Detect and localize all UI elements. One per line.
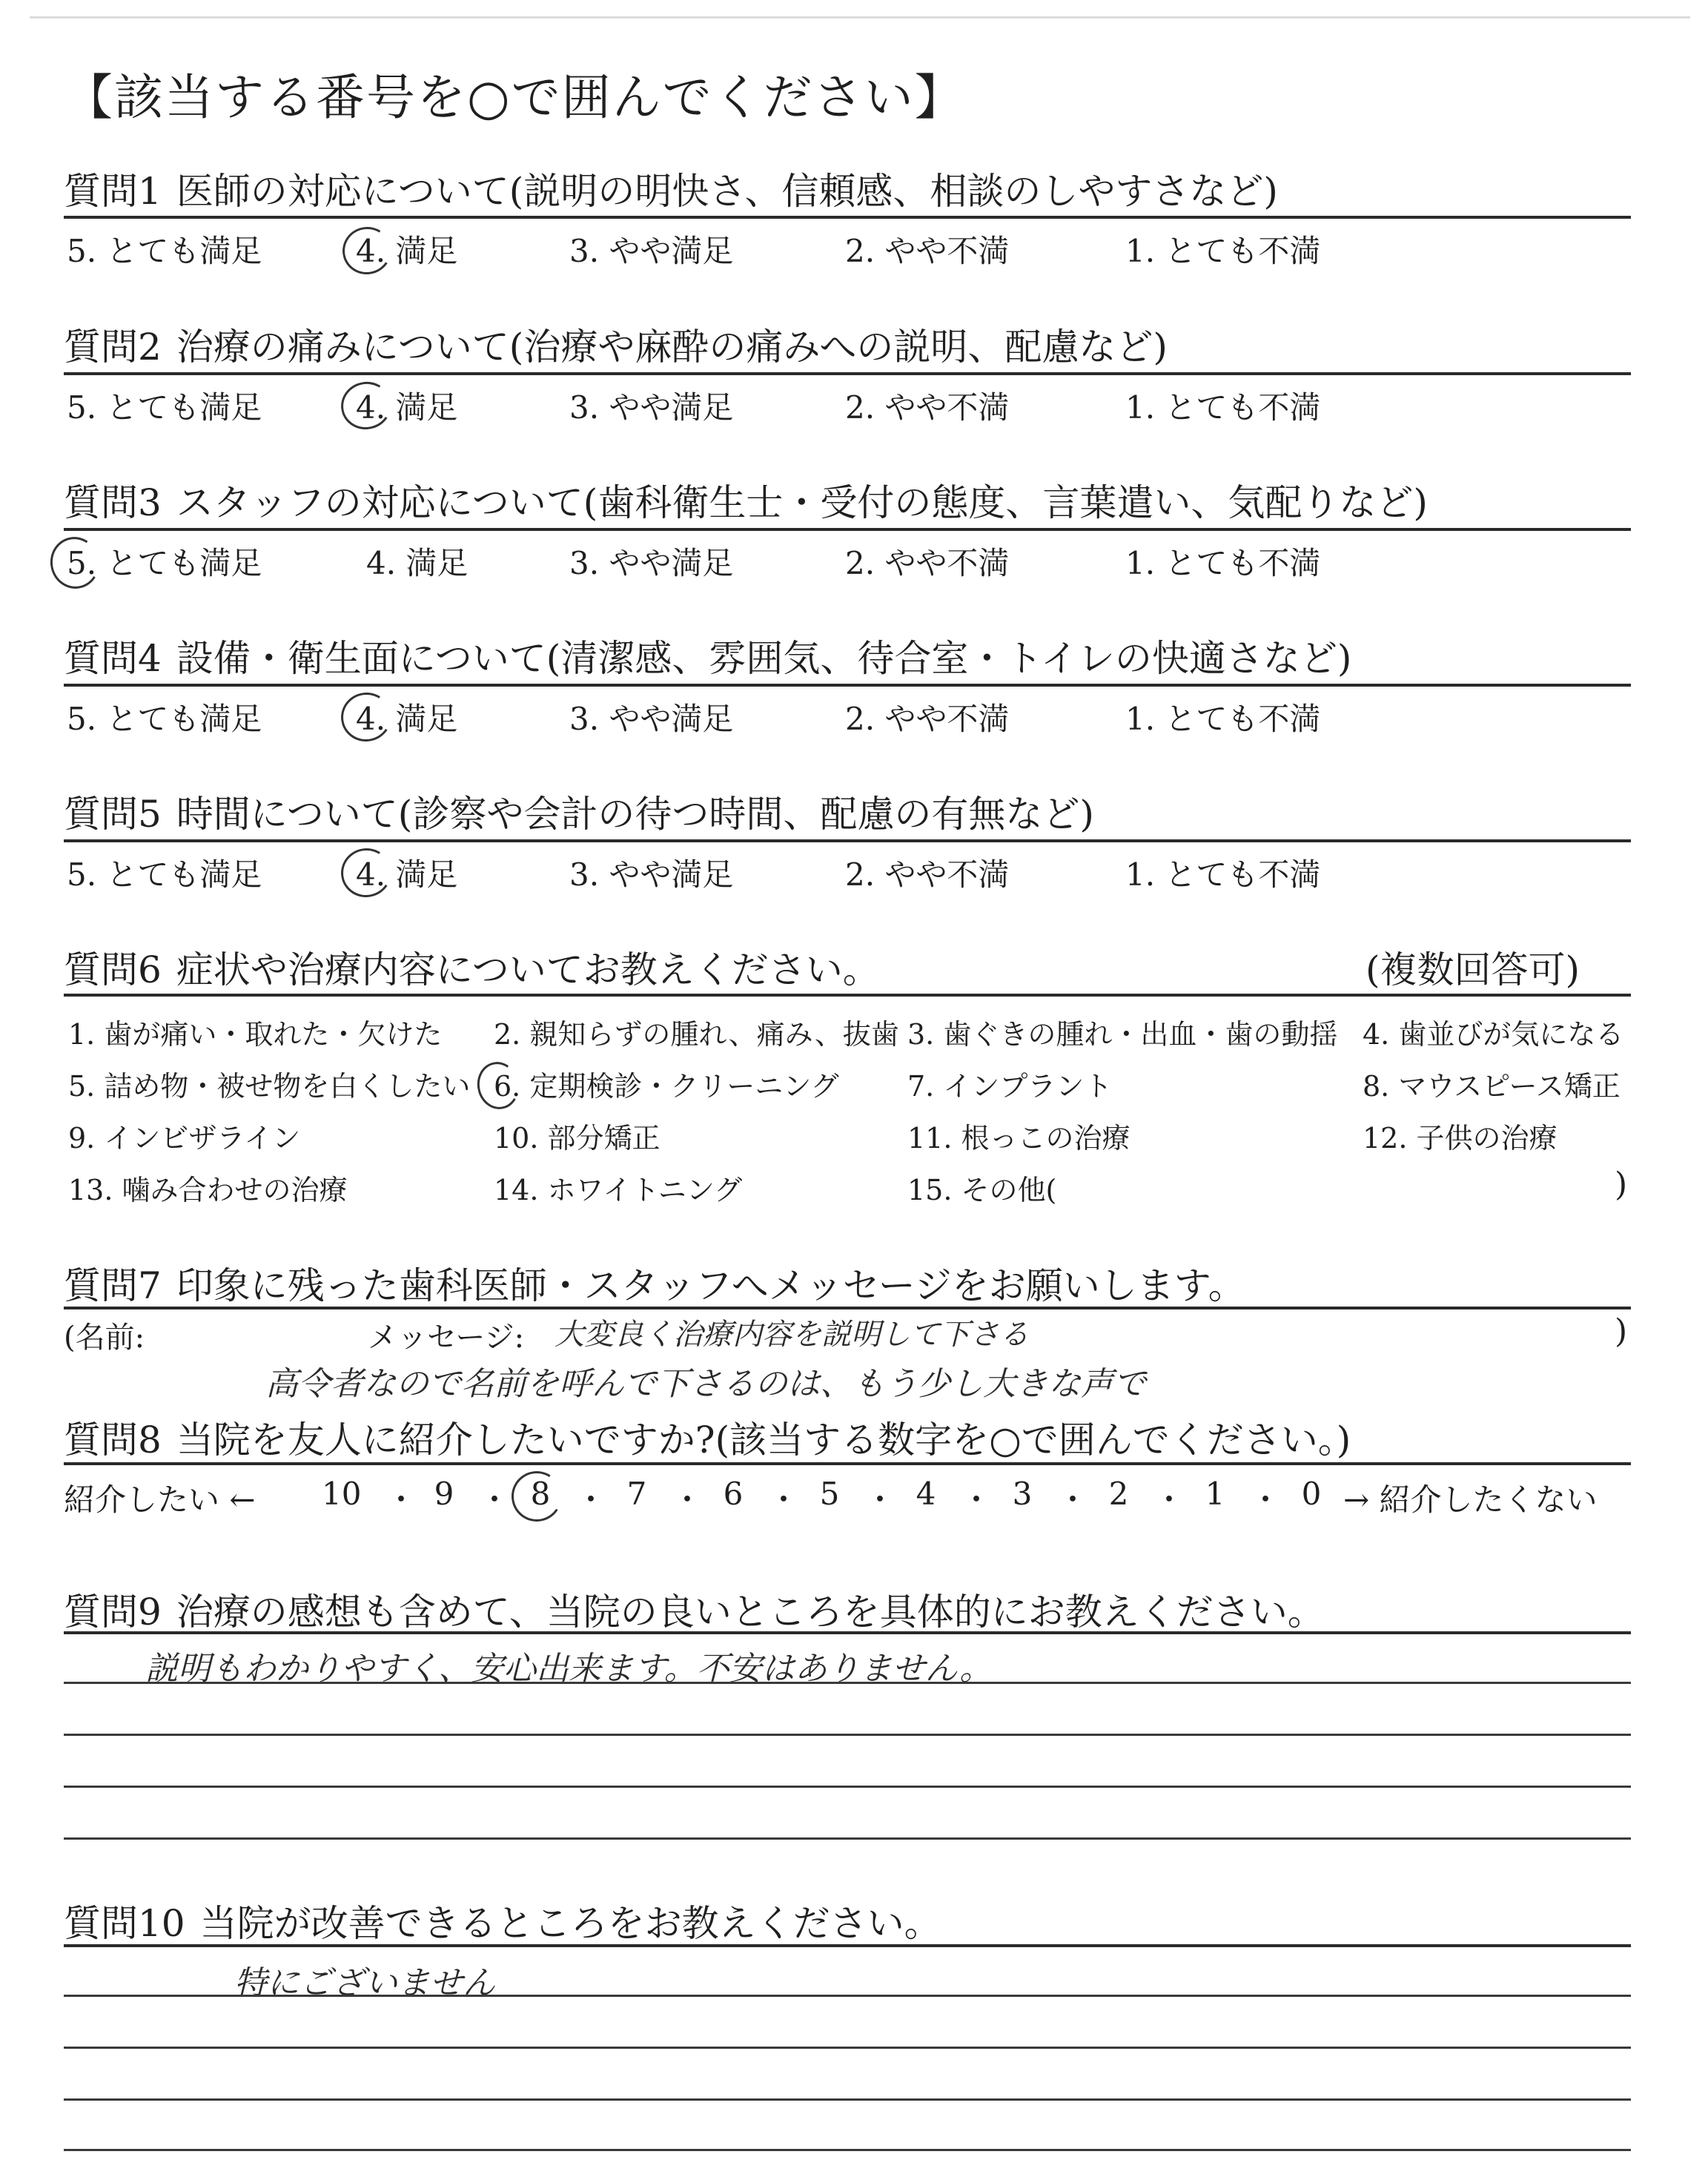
q8-scale-4[interactable]: 4 xyxy=(916,1476,936,1512)
q9-writing-line xyxy=(64,1734,1631,1736)
question-4-rule xyxy=(64,684,1631,687)
q5-option-5[interactable]: 5. とても満足 xyxy=(67,856,262,893)
question-number: 質問3 xyxy=(64,481,162,524)
question-9-rule xyxy=(64,1631,1631,1634)
question-10-rule xyxy=(64,1944,1631,1947)
q9-answer-handwritten: 説明もわかりやすく、安心出来ます。不安はありません。 xyxy=(145,1650,993,1688)
question-2-title xyxy=(64,317,1168,371)
page-top-edge xyxy=(30,16,1690,19)
question-7-title xyxy=(64,1256,1245,1309)
q8-scale-3[interactable]: 3 xyxy=(1012,1476,1033,1512)
q10-answer-handwritten: 特にございません xyxy=(234,1964,495,2002)
question-1-rule xyxy=(64,216,1631,219)
q6-option-15[interactable]: 15. その他( xyxy=(907,1174,1057,1206)
question-6-rule xyxy=(64,994,1631,997)
q6-option-3[interactable]: 3. 歯ぐきの腫れ・出血・歯の動揺 xyxy=(907,1018,1338,1051)
q8-scale-separator: ・ xyxy=(1057,1482,1089,1518)
q8-scale-separator: ・ xyxy=(672,1482,704,1518)
q3-option-2[interactable]: 2. やや不満 xyxy=(845,545,1010,581)
q8-scale-8[interactable]: 8 xyxy=(530,1476,551,1512)
q8-scale-1[interactable]: 1 xyxy=(1205,1476,1225,1512)
q6-option-7[interactable]: 7. インプラント xyxy=(907,1070,1113,1103)
form-heading: 【該当する番号を○で囲んでください】 xyxy=(64,69,965,126)
q7-close-paren: ) xyxy=(1615,1312,1628,1350)
question-5-rule xyxy=(64,839,1631,842)
q1-option-1[interactable]: 1. とても不満 xyxy=(1125,233,1321,269)
q6-option-11[interactable]: 11. 根っこの治療 xyxy=(907,1122,1131,1155)
q4-option-5[interactable]: 5. とても満足 xyxy=(67,701,262,737)
question-5-title xyxy=(64,785,1094,838)
q3-option-5[interactable]: 5. とても満足 xyxy=(67,545,262,581)
q8-scale-separator: ・ xyxy=(575,1482,607,1518)
q6-other-close: ) xyxy=(1615,1166,1628,1203)
q5-option-2[interactable]: 2. やや不満 xyxy=(845,856,1010,893)
q8-scale-separator: ・ xyxy=(961,1482,993,1518)
q7-name-label: (名前: xyxy=(64,1321,145,1355)
q8-left-label: 紹介したい ← xyxy=(64,1482,256,1518)
question-9-title xyxy=(64,1582,1325,1636)
q8-scale-0[interactable]: 0 xyxy=(1301,1476,1322,1512)
question-number: 質問10 xyxy=(64,1902,185,1945)
question-text: 印象に残った歯科医師・スタッフへメッセージをお願いします。 xyxy=(176,1264,1245,1307)
q7-message-handwritten-2: 高令者なので名前を呼んで下さるのは、もう少し大きな声で xyxy=(265,1365,1146,1403)
q8-scale-6[interactable]: 6 xyxy=(723,1476,744,1512)
q8-scale-separator: ・ xyxy=(864,1482,896,1518)
q2-option-3[interactable]: 3. やや満足 xyxy=(569,389,734,426)
q6-option-1[interactable]: 1. 歯が痛い・取れた・欠けた xyxy=(68,1018,443,1051)
question-3-rule xyxy=(64,528,1631,531)
q2-option-4[interactable]: 4. 満足 xyxy=(356,389,458,426)
q6-option-10[interactable]: 10. 部分矯正 xyxy=(494,1122,661,1155)
q3-option-3[interactable]: 3. やや満足 xyxy=(569,545,734,581)
q5-option-3[interactable]: 3. やや満足 xyxy=(569,856,734,893)
q6-option-2[interactable]: 2. 親知らずの腫れ、痛み、抜歯 xyxy=(494,1018,899,1051)
question-number: 質問1 xyxy=(64,170,162,213)
question-3-title xyxy=(64,473,1428,526)
q9-writing-line xyxy=(64,1837,1631,1840)
q1-option-3[interactable]: 3. やや満足 xyxy=(569,233,734,269)
q8-scale-separator: ・ xyxy=(385,1482,417,1518)
q8-scale-separator: ・ xyxy=(1153,1482,1185,1518)
question-number: 質問7 xyxy=(64,1264,162,1307)
q5-option-4[interactable]: 4. 満足 xyxy=(356,856,458,893)
q8-scale-5[interactable]: 5 xyxy=(819,1476,840,1512)
q7-message-handwritten-1: 大変良く治療内容を説明して下さる xyxy=(555,1318,1029,1352)
q1-option-5[interactable]: 5. とても満足 xyxy=(67,233,262,269)
question-6-title xyxy=(64,940,880,994)
question-text: スタッフの対応について(歯科衛生士・受付の態度、言葉遣い、気配りなど) xyxy=(176,481,1428,524)
q4-option-1[interactable]: 1. とても不満 xyxy=(1125,701,1321,737)
question-text: 症状や治療内容についてお教えください。 xyxy=(176,948,880,991)
q6-option-8[interactable]: 8. マウスピース矯正 xyxy=(1363,1070,1621,1103)
q8-scale-separator: ・ xyxy=(768,1482,800,1518)
q9-writing-line xyxy=(64,1786,1631,1788)
q10-writing-line xyxy=(64,2149,1631,2151)
question-number: 質問9 xyxy=(64,1591,162,1634)
question-10-title xyxy=(64,1894,941,1947)
q8-scale-separator: ・ xyxy=(1250,1482,1282,1518)
question-text: 治療の痛みについて(治療や麻酔の痛みへの説明、配慮など) xyxy=(176,326,1168,369)
question-text: 当院を友人に紹介したいですか?(該当する数字を○で囲んでください。) xyxy=(176,1418,1351,1462)
q4-option-4[interactable]: 4. 満足 xyxy=(356,701,458,737)
question-number: 質問4 xyxy=(64,637,162,680)
q5-option-1[interactable]: 1. とても不満 xyxy=(1125,856,1321,893)
q4-option-3[interactable]: 3. やや満足 xyxy=(569,701,734,737)
q3-option-4[interactable]: 4. 満足 xyxy=(366,545,469,581)
q1-option-2[interactable]: 2. やや不満 xyxy=(845,233,1010,269)
question-2-rule xyxy=(64,372,1631,375)
question-8-rule xyxy=(64,1462,1631,1465)
q8-scale-2[interactable]: 2 xyxy=(1108,1476,1129,1512)
question-number: 質問2 xyxy=(64,326,162,369)
q10-writing-line xyxy=(64,2098,1631,2101)
q7-message-label: メッセージ: xyxy=(368,1321,525,1355)
q8-scale-separator: ・ xyxy=(479,1482,511,1518)
q8-scale-9[interactable]: 9 xyxy=(434,1476,454,1512)
q6-option-14[interactable]: 14. ホワイトニング xyxy=(494,1174,743,1206)
q2-option-2[interactable]: 2. やや不満 xyxy=(845,389,1010,426)
question-7-rule xyxy=(64,1307,1631,1309)
q6-option-5[interactable]: 5. 詰め物・被せ物を白くしたい xyxy=(68,1070,471,1103)
q6-option-13[interactable]: 13. 噛み合わせの治療 xyxy=(68,1174,348,1206)
q6-option-12[interactable]: 12. 子供の治療 xyxy=(1363,1122,1558,1155)
q6-option-9[interactable]: 9. インビザライン xyxy=(68,1122,301,1155)
q8-scale-7[interactable]: 7 xyxy=(626,1476,647,1512)
q6-option-4[interactable]: 4. 歯並びが気になる xyxy=(1363,1018,1624,1051)
question-number: 質問8 xyxy=(64,1418,162,1462)
q2-option-5[interactable]: 5. とても満足 xyxy=(67,389,262,426)
q1-option-4[interactable]: 4. 満足 xyxy=(356,233,458,269)
q10-writing-line xyxy=(64,2047,1631,2049)
q10-writing-line xyxy=(64,1995,1631,1997)
q2-option-1[interactable]: 1. とても不満 xyxy=(1125,389,1321,426)
q8-scale-10[interactable]: 10 xyxy=(322,1476,362,1512)
q3-option-1[interactable]: 1. とても不満 xyxy=(1125,545,1321,581)
question-1-title xyxy=(64,162,1278,215)
question-8-title xyxy=(64,1410,1351,1464)
question-text: 時間について(診察や会計の待つ時間、配慮の有無など) xyxy=(176,793,1094,836)
question-number: 質問6 xyxy=(64,948,162,991)
question-text: 設備・衛生面について(清潔感、雰囲気、待合室・トイレの快適さなど) xyxy=(176,637,1352,680)
question-4-title xyxy=(64,629,1351,682)
q4-option-2[interactable]: 2. やや不満 xyxy=(845,701,1010,737)
question-6-note: (複数回答可) xyxy=(1366,948,1580,991)
question-text: 当院が改善できるところをお教えください。 xyxy=(199,1902,941,1945)
q9-writing-line xyxy=(64,1682,1631,1684)
question-text: 医師の対応について(説明の明快さ、信頼感、相談のしやすさなど) xyxy=(176,170,1278,213)
q8-right-label: → 紹介したくない xyxy=(1343,1482,1598,1518)
question-number: 質問5 xyxy=(64,793,162,836)
q6-option-6[interactable]: 6. 定期検診・クリーニング xyxy=(494,1070,839,1103)
question-text: 治療の感想も含めて、当院の良いところを具体的にお教えください。 xyxy=(176,1591,1325,1634)
